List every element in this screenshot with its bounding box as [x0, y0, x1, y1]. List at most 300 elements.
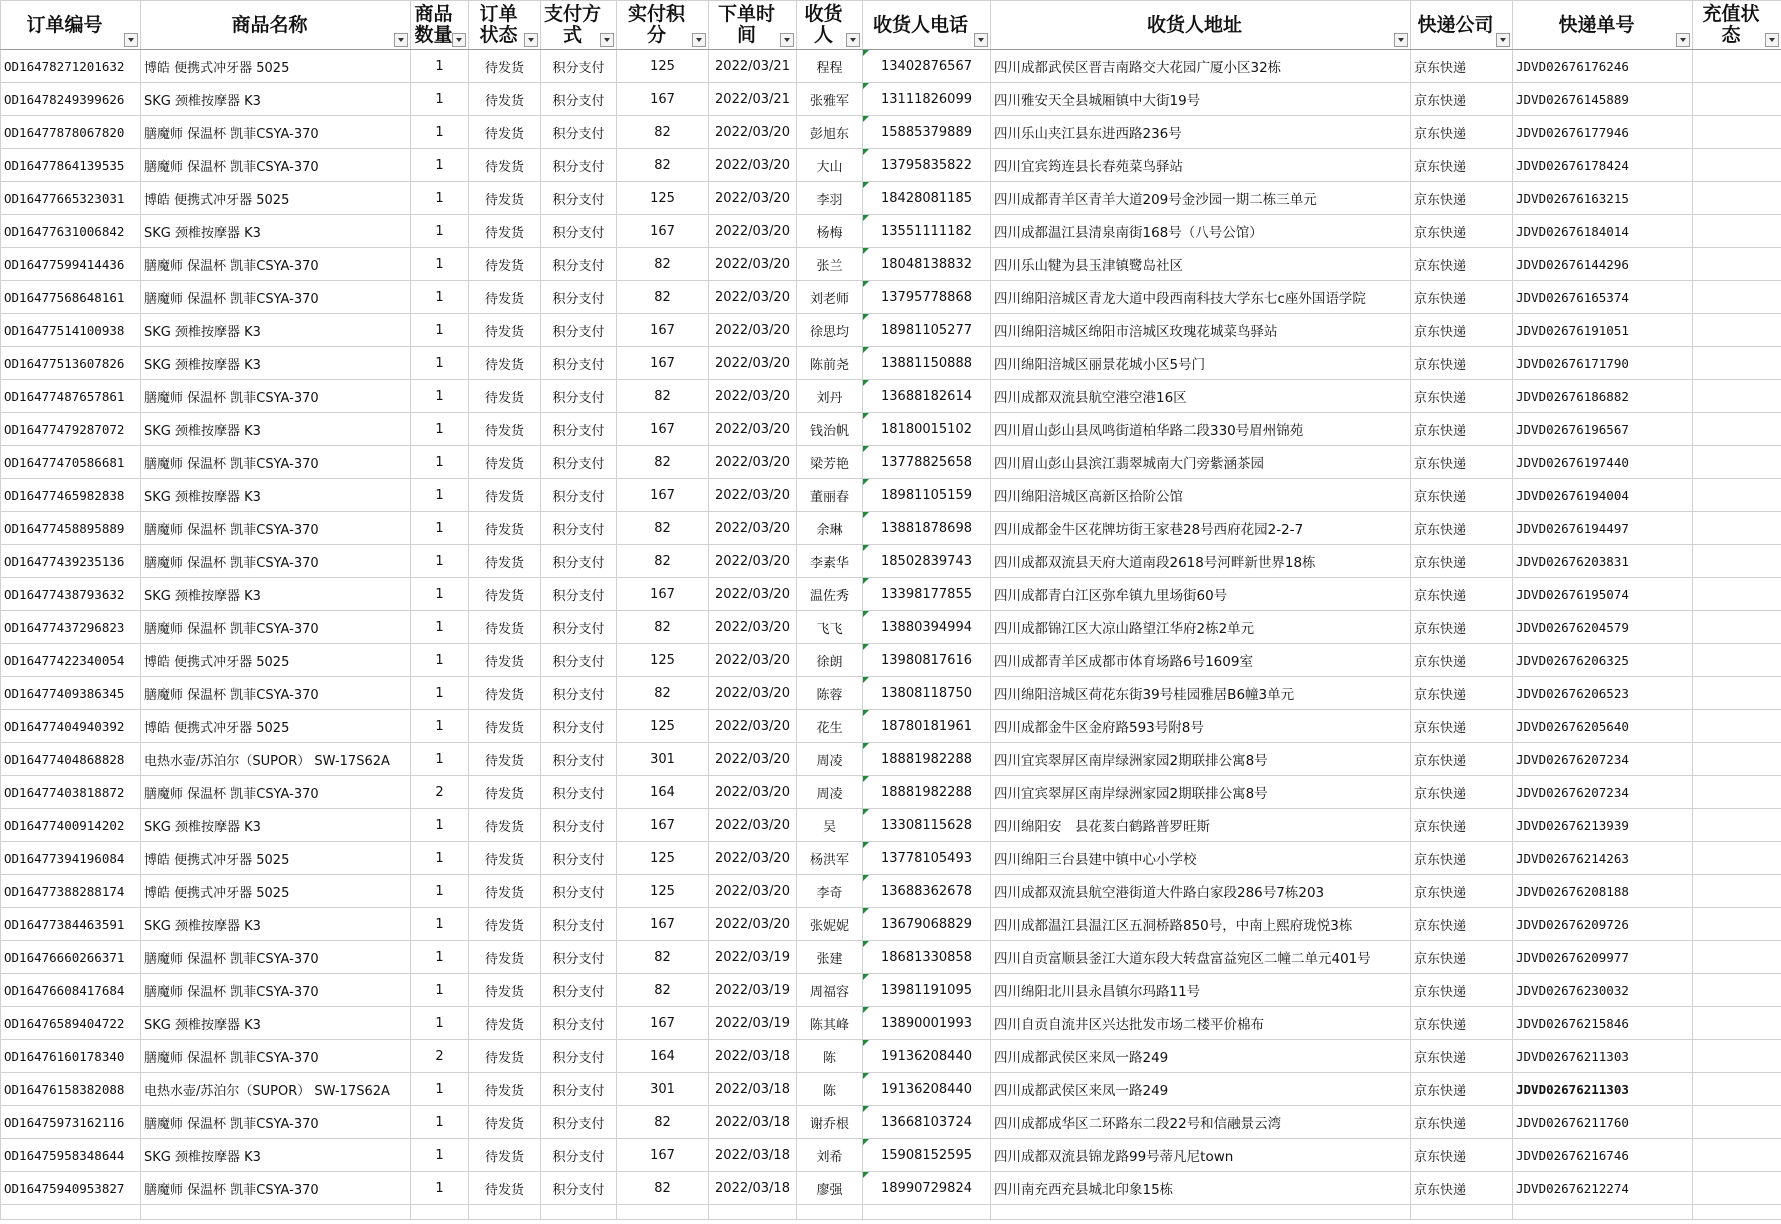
table-cell[interactable]: 彭旭东 [797, 116, 863, 149]
table-cell[interactable]: 2022/03/18 [709, 1106, 797, 1139]
table-cell[interactable]: 13881878698 [863, 512, 991, 545]
table-cell[interactable]: 1 [411, 611, 469, 644]
table-cell[interactable]: 四川雅安天全县城厢镇中大街19号 [991, 83, 1411, 116]
column-header[interactable] [617, 1, 709, 50]
table-cell[interactable]: 膳魔师 保温杯 凯菲CSYA-370 [141, 380, 411, 413]
table-cell[interactable]: 李素华 [797, 545, 863, 578]
table-cell[interactable]: OD16478271201632 [1, 50, 141, 83]
column-header[interactable] [1411, 1, 1513, 50]
table-cell[interactable]: 四川成都双流县锦龙路99号蒂凡尼town [991, 1139, 1411, 1172]
table-cell[interactable]: 1 [411, 1172, 469, 1205]
table-cell[interactable]: JDVD02676230032 [1513, 974, 1693, 1007]
table-cell[interactable]: 1 [411, 842, 469, 875]
table-cell[interactable]: 待发货 [469, 215, 541, 248]
table-cell[interactable]: 积分支付 [541, 875, 617, 908]
table-cell[interactable]: 待发货 [469, 644, 541, 677]
table-cell[interactable]: 陈 [797, 1040, 863, 1073]
table-cell[interactable]: 13981191095 [863, 974, 991, 1007]
table-cell[interactable]: 积分支付 [541, 644, 617, 677]
table-cell[interactable] [1693, 380, 1781, 413]
filter-dropdown-icon[interactable] [1496, 33, 1510, 47]
table-cell[interactable]: 京东快递 [1411, 1139, 1513, 1172]
table-cell[interactable]: 待发货 [469, 1040, 541, 1073]
table-cell[interactable]: 13688362678 [863, 875, 991, 908]
table-cell[interactable]: JDVD02676184014 [1513, 215, 1693, 248]
table-cell[interactable]: 四川绵阳安 县花荄白鹤路普罗旺斯 [991, 809, 1411, 842]
table-cell[interactable]: 四川成都武侯区晋吉南路交大花园广厦小区32栋 [991, 50, 1411, 83]
filter-dropdown-icon[interactable] [692, 33, 706, 47]
table-cell[interactable] [1693, 974, 1781, 1007]
table-cell[interactable]: 京东快递 [1411, 512, 1513, 545]
table-cell[interactable]: OD16477403818872 [1, 776, 141, 809]
table-cell[interactable]: 膳魔师 保温杯 凯菲CSYA-370 [141, 776, 411, 809]
table-cell[interactable]: SKG 颈椎按摩器 K3 [141, 578, 411, 611]
table-cell[interactable]: 2022/03/20 [709, 380, 797, 413]
table-cell[interactable]: SKG 颈椎按摩器 K3 [141, 83, 411, 116]
table-cell[interactable]: 1 [411, 1106, 469, 1139]
table-cell[interactable]: 膳魔师 保温杯 凯菲CSYA-370 [141, 248, 411, 281]
table-cell[interactable] [1693, 611, 1781, 644]
table-cell[interactable]: 13890001993 [863, 1007, 991, 1040]
table-cell[interactable]: OD16475973162116 [1, 1106, 141, 1139]
table-cell[interactable]: JDVD02676191051 [1513, 314, 1693, 347]
filter-dropdown-icon[interactable] [524, 33, 538, 47]
table-cell[interactable]: 积分支付 [541, 182, 617, 215]
table-cell[interactable]: 13398177855 [863, 578, 991, 611]
table-cell[interactable] [1693, 83, 1781, 116]
table-cell[interactable]: JDVD02676211303 [1513, 1040, 1693, 1073]
table-cell[interactable]: 125 [617, 875, 709, 908]
filter-dropdown-icon[interactable] [1676, 33, 1690, 47]
table-cell[interactable]: 167 [617, 215, 709, 248]
table-cell[interactable]: OD16477864139535 [1, 149, 141, 182]
table-cell[interactable]: JDVD02676211760 [1513, 1106, 1693, 1139]
table-cell[interactable]: 82 [617, 941, 709, 974]
table-cell[interactable]: 13808118750 [863, 677, 991, 710]
table-cell[interactable]: 四川成都青羊区青羊大道209号金沙园一期二栋三单元 [991, 182, 1411, 215]
table-cell[interactable]: 13795835822 [863, 149, 991, 182]
table-cell[interactable]: 李羽 [797, 182, 863, 215]
table-cell[interactable]: 周凌 [797, 743, 863, 776]
table-cell[interactable]: 2022/03/20 [709, 347, 797, 380]
table-cell[interactable]: 积分支付 [541, 281, 617, 314]
column-header[interactable] [863, 1, 991, 50]
table-cell[interactable]: 2022/03/20 [709, 611, 797, 644]
table-cell[interactable]: 167 [617, 1139, 709, 1172]
table-cell[interactable]: 2022/03/19 [709, 974, 797, 1007]
table-cell[interactable]: 167 [617, 83, 709, 116]
table-cell[interactable]: 积分支付 [541, 1007, 617, 1040]
table-cell[interactable]: JDVD02676206523 [1513, 677, 1693, 710]
table-cell[interactable]: 13402876567 [863, 50, 991, 83]
table-cell[interactable]: 谢乔根 [797, 1106, 863, 1139]
table-cell[interactable]: JDVD02676215846 [1513, 1007, 1693, 1040]
table-cell[interactable]: JDVD02676196567 [1513, 413, 1693, 446]
table-cell[interactable]: 待发货 [469, 578, 541, 611]
table-cell[interactable]: JDVD02676186882 [1513, 380, 1693, 413]
table-cell[interactable]: 13668103724 [863, 1106, 991, 1139]
table-cell[interactable]: 京东快递 [1411, 446, 1513, 479]
table-cell[interactable]: 19136208440 [863, 1073, 991, 1106]
table-cell[interactable]: 1 [411, 182, 469, 215]
table-cell[interactable]: JDVD02676178424 [1513, 149, 1693, 182]
table-cell[interactable]: SKG 颈椎按摩器 K3 [141, 1139, 411, 1172]
table-cell[interactable]: 四川成都金牛区金府路593号附8号 [991, 710, 1411, 743]
table-cell[interactable]: 18502839743 [863, 545, 991, 578]
table-cell[interactable] [1693, 413, 1781, 446]
table-cell[interactable]: 167 [617, 479, 709, 512]
table-cell[interactable]: 待发货 [469, 314, 541, 347]
table-cell[interactable]: 167 [617, 413, 709, 446]
table-cell[interactable]: JDVD02676205640 [1513, 710, 1693, 743]
table-cell[interactable]: 京东快递 [1411, 710, 1513, 743]
table-cell[interactable]: 京东快递 [1411, 809, 1513, 842]
column-header[interactable] [1693, 1, 1781, 50]
table-cell[interactable]: 博皓 便携式冲牙器 5025 [141, 644, 411, 677]
table-cell[interactable] [1693, 149, 1781, 182]
table-cell[interactable] [1693, 314, 1781, 347]
table-cell[interactable]: SKG 颈椎按摩器 K3 [141, 1007, 411, 1040]
table-cell[interactable]: 164 [617, 776, 709, 809]
table-cell[interactable]: OD16477458895889 [1, 512, 141, 545]
table-cell[interactable]: 京东快递 [1411, 677, 1513, 710]
table-cell[interactable]: OD16477404940392 [1, 710, 141, 743]
table-cell[interactable]: 82 [617, 611, 709, 644]
table-cell[interactable]: 125 [617, 182, 709, 215]
table-cell[interactable]: JDVD02676177946 [1513, 116, 1693, 149]
table-cell[interactable]: 陈前尧 [797, 347, 863, 380]
table-cell[interactable]: 2022/03/18 [709, 1040, 797, 1073]
table-cell[interactable]: 待发货 [469, 875, 541, 908]
table-cell[interactable]: 四川自贡富顺县釜江大道东段大转盘富益宛区二幢二单元401号 [991, 941, 1411, 974]
table-cell[interactable]: 四川绵阳涪城区青龙大道中段西南科技大学东七c座外国语学院 [991, 281, 1411, 314]
table-cell[interactable]: 待发货 [469, 116, 541, 149]
table-cell[interactable]: 待发货 [469, 1106, 541, 1139]
table-cell[interactable] [1693, 842, 1781, 875]
table-cell[interactable]: OD16477568648161 [1, 281, 141, 314]
table-cell[interactable]: OD16477437296823 [1, 611, 141, 644]
table-cell[interactable] [1693, 1205, 1781, 1220]
table-cell[interactable]: 京东快递 [1411, 248, 1513, 281]
table-cell[interactable]: SKG 颈椎按摩器 K3 [141, 347, 411, 380]
table-cell[interactable] [1693, 644, 1781, 677]
table-cell[interactable]: 膳魔师 保温杯 凯菲CSYA-370 [141, 1172, 411, 1205]
table-cell[interactable]: OD16477438793632 [1, 578, 141, 611]
table-cell[interactable]: JDVD02676144296 [1513, 248, 1693, 281]
table-cell[interactable]: 2022/03/20 [709, 776, 797, 809]
table-cell[interactable]: 京东快递 [1411, 941, 1513, 974]
table-cell[interactable]: 2022/03/20 [709, 248, 797, 281]
table-cell[interactable]: 积分支付 [541, 1040, 617, 1073]
table-cell[interactable]: 陈其峰 [797, 1007, 863, 1040]
table-cell[interactable]: 积分支付 [541, 413, 617, 446]
table-cell[interactable]: 167 [617, 809, 709, 842]
table-cell[interactable]: 膳魔师 保温杯 凯菲CSYA-370 [141, 974, 411, 1007]
table-cell[interactable]: 刘希 [797, 1139, 863, 1172]
table-cell[interactable] [1693, 809, 1781, 842]
table-cell[interactable]: 积分支付 [541, 710, 617, 743]
table-cell[interactable]: 四川成都武侯区来凤一路249 [991, 1073, 1411, 1106]
table-cell[interactable]: JDVD02676211303 [1513, 1073, 1693, 1106]
table-cell[interactable]: 82 [617, 248, 709, 281]
table-cell[interactable]: 积分支付 [541, 314, 617, 347]
table-cell[interactable]: 待发货 [469, 941, 541, 974]
table-cell[interactable]: 京东快递 [1411, 776, 1513, 809]
table-cell[interactable]: 2022/03/19 [709, 941, 797, 974]
table-cell[interactable]: 京东快递 [1411, 545, 1513, 578]
table-cell[interactable]: 积分支付 [541, 512, 617, 545]
table-cell[interactable]: 1 [411, 1139, 469, 1172]
table-cell[interactable]: 13795778868 [863, 281, 991, 314]
table-cell[interactable]: 2022/03/19 [709, 1007, 797, 1040]
table-cell[interactable]: 1 [411, 314, 469, 347]
table-cell[interactable]: 廖强 [797, 1172, 863, 1205]
table-cell[interactable] [1693, 446, 1781, 479]
table-cell[interactable]: 待发货 [469, 809, 541, 842]
table-cell[interactable]: JDVD02676197440 [1513, 446, 1693, 479]
table-cell[interactable] [541, 1205, 617, 1220]
table-cell[interactable]: 待发货 [469, 512, 541, 545]
table-cell[interactable] [1693, 743, 1781, 776]
table-cell[interactable]: 膳魔师 保温杯 凯菲CSYA-370 [141, 1106, 411, 1139]
table-cell[interactable]: 待发货 [469, 974, 541, 1007]
table-cell[interactable]: 博皓 便携式冲牙器 5025 [141, 842, 411, 875]
table-cell[interactable] [1693, 1106, 1781, 1139]
table-cell[interactable]: 1 [411, 710, 469, 743]
table-cell[interactable]: 2022/03/20 [709, 149, 797, 182]
column-header[interactable] [1, 1, 141, 50]
table-cell[interactable]: 电热水壶/苏泊尔（SUPOR） SW-17S62A [141, 1073, 411, 1106]
table-cell[interactable]: OD16477631006842 [1, 215, 141, 248]
table-cell[interactable]: 京东快递 [1411, 116, 1513, 149]
filter-dropdown-icon[interactable] [452, 33, 466, 47]
table-cell[interactable]: 积分支付 [541, 1139, 617, 1172]
table-cell[interactable]: 13778105493 [863, 842, 991, 875]
table-cell[interactable]: 膳魔师 保温杯 凯菲CSYA-370 [141, 149, 411, 182]
table-cell[interactable]: 167 [617, 578, 709, 611]
table-cell[interactable] [1693, 677, 1781, 710]
table-cell[interactable]: 18881982288 [863, 743, 991, 776]
table-cell[interactable]: 四川成都双流县航空港空港16区 [991, 380, 1411, 413]
table-cell[interactable]: 待发货 [469, 545, 541, 578]
table-cell[interactable]: 京东快递 [1411, 1040, 1513, 1073]
table-cell[interactable]: JDVD02676213939 [1513, 809, 1693, 842]
table-cell[interactable]: 张兰 [797, 248, 863, 281]
table-cell[interactable]: JDVD02676194497 [1513, 512, 1693, 545]
table-cell[interactable]: 张雅军 [797, 83, 863, 116]
table-cell[interactable]: 周福容 [797, 974, 863, 1007]
table-cell[interactable]: 膳魔师 保温杯 凯菲CSYA-370 [141, 677, 411, 710]
table-cell[interactable]: 京东快递 [1411, 611, 1513, 644]
table-cell[interactable]: 积分支付 [541, 677, 617, 710]
table-cell[interactable]: 积分支付 [541, 809, 617, 842]
column-header[interactable] [991, 1, 1411, 50]
column-header[interactable] [141, 1, 411, 50]
table-cell[interactable]: 积分支付 [541, 545, 617, 578]
table-cell[interactable]: 2022/03/20 [709, 446, 797, 479]
table-cell[interactable]: 四川成都锦江区大凉山路望江华府2栋2单元 [991, 611, 1411, 644]
table-cell[interactable]: 程程 [797, 50, 863, 83]
table-cell[interactable]: 四川宜宾翠屏区南岸绿洲家园2期联排公寓8号 [991, 743, 1411, 776]
table-cell[interactable] [1693, 512, 1781, 545]
table-cell[interactable]: JDVD02676216746 [1513, 1139, 1693, 1172]
table-cell[interactable]: OD16476158382088 [1, 1073, 141, 1106]
table-cell[interactable]: 待发货 [469, 842, 541, 875]
table-cell[interactable]: 待发货 [469, 446, 541, 479]
table-cell[interactable] [1693, 347, 1781, 380]
table-cell[interactable] [1693, 776, 1781, 809]
table-cell[interactable]: 待发货 [469, 611, 541, 644]
filter-dropdown-icon[interactable] [1394, 33, 1408, 47]
table-cell[interactable]: 花生 [797, 710, 863, 743]
table-cell[interactable]: 博皓 便携式冲牙器 5025 [141, 50, 411, 83]
table-cell[interactable]: 待发货 [469, 908, 541, 941]
table-cell[interactable]: 待发货 [469, 1073, 541, 1106]
table-cell[interactable]: 82 [617, 677, 709, 710]
table-cell[interactable]: 18180015102 [863, 413, 991, 446]
table-cell[interactable]: OD16476608417684 [1, 974, 141, 1007]
table-cell[interactable]: 1 [411, 809, 469, 842]
table-cell[interactable] [1513, 1205, 1693, 1220]
table-cell[interactable]: 积分支付 [541, 116, 617, 149]
table-cell[interactable]: OD16477487657861 [1, 380, 141, 413]
table-cell[interactable]: 125 [617, 842, 709, 875]
table-cell[interactable]: 四川绵阳三台县建中镇中心小学校 [991, 842, 1411, 875]
table-cell[interactable]: 1 [411, 545, 469, 578]
table-cell[interactable]: 四川绵阳涪城区丽景花城小区5号门 [991, 347, 1411, 380]
table-cell[interactable]: 2 [411, 1040, 469, 1073]
table-cell[interactable]: JDVD02676204579 [1513, 611, 1693, 644]
table-cell[interactable]: 2022/03/20 [709, 413, 797, 446]
table-cell[interactable]: 13308115628 [863, 809, 991, 842]
table-cell[interactable]: 待发货 [469, 380, 541, 413]
table-cell[interactable]: 1 [411, 677, 469, 710]
table-cell[interactable]: OD16477394196084 [1, 842, 141, 875]
table-cell[interactable]: 2022/03/20 [709, 677, 797, 710]
table-cell[interactable] [1693, 182, 1781, 215]
table-cell[interactable]: 1 [411, 248, 469, 281]
table-cell[interactable]: 京东快递 [1411, 380, 1513, 413]
table-cell[interactable]: SKG 颈椎按摩器 K3 [141, 314, 411, 347]
table-cell[interactable]: 167 [617, 1007, 709, 1040]
table-cell[interactable]: OD16477479287072 [1, 413, 141, 446]
table-cell[interactable]: 待发货 [469, 248, 541, 281]
table-cell[interactable]: 积分支付 [541, 50, 617, 83]
table-cell[interactable]: 167 [617, 908, 709, 941]
table-cell[interactable]: 1 [411, 1007, 469, 1040]
table-cell[interactable]: 2022/03/18 [709, 1073, 797, 1106]
table-cell[interactable]: 1 [411, 446, 469, 479]
table-cell[interactable]: 13778825658 [863, 446, 991, 479]
table-cell[interactable] [1693, 941, 1781, 974]
table-cell[interactable]: 积分支付 [541, 974, 617, 1007]
table-cell[interactable]: 2022/03/20 [709, 479, 797, 512]
table-cell[interactable]: 京东快递 [1411, 578, 1513, 611]
table-cell[interactable]: JDVD02676171790 [1513, 347, 1693, 380]
table-cell[interactable]: 四川成都武侯区来凤一路249 [991, 1040, 1411, 1073]
table-cell[interactable]: 2022/03/20 [709, 644, 797, 677]
table-cell[interactable]: 待发货 [469, 479, 541, 512]
table-cell[interactable] [1411, 1205, 1513, 1220]
table-cell[interactable]: 博皓 便携式冲牙器 5025 [141, 875, 411, 908]
table-cell[interactable]: 徐朗 [797, 644, 863, 677]
table-cell[interactable]: OD16477665323031 [1, 182, 141, 215]
table-cell[interactable]: OD16477470586681 [1, 446, 141, 479]
table-cell[interactable]: 167 [617, 314, 709, 347]
table-cell[interactable]: 待发货 [469, 50, 541, 83]
table-cell[interactable]: 82 [617, 446, 709, 479]
table-cell[interactable]: OD16475958348644 [1, 1139, 141, 1172]
table-cell[interactable]: 2022/03/20 [709, 512, 797, 545]
table-cell[interactable]: OD16477404868828 [1, 743, 141, 776]
table-cell[interactable]: 2022/03/20 [709, 908, 797, 941]
table-cell[interactable]: 飞飞 [797, 611, 863, 644]
table-cell[interactable]: 待发货 [469, 743, 541, 776]
table-cell[interactable]: OD16476589404722 [1, 1007, 141, 1040]
table-cell[interactable] [1693, 479, 1781, 512]
table-cell[interactable]: 京东快递 [1411, 1172, 1513, 1205]
table-cell[interactable]: 125 [617, 710, 709, 743]
table-cell[interactable]: 四川绵阳北川县永昌镇尔玛路11号 [991, 974, 1411, 1007]
table-cell[interactable]: 待发货 [469, 710, 541, 743]
table-cell[interactable]: 18048138832 [863, 248, 991, 281]
table-cell[interactable]: 周凌 [797, 776, 863, 809]
table-cell[interactable]: 2022/03/20 [709, 182, 797, 215]
table-cell[interactable]: JDVD02676209726 [1513, 908, 1693, 941]
table-cell[interactable]: 待发货 [469, 83, 541, 116]
table-cell[interactable]: 1 [411, 578, 469, 611]
table-cell[interactable]: 125 [617, 644, 709, 677]
table-cell[interactable]: OD16477384463591 [1, 908, 141, 941]
table-cell[interactable]: 四川成都双流县天府大道南段2618号河畔新世界18栋 [991, 545, 1411, 578]
table-cell[interactable]: 82 [617, 512, 709, 545]
table-cell[interactable]: 1 [411, 974, 469, 1007]
table-cell[interactable]: OD16478249399626 [1, 83, 141, 116]
table-cell[interactable]: JDVD02676163215 [1513, 182, 1693, 215]
table-cell[interactable]: 四川眉山彭山县凤鸣街道柏华路二段330号眉州锦苑 [991, 413, 1411, 446]
table-cell[interactable]: 164 [617, 1040, 709, 1073]
table-cell[interactable]: 13679068829 [863, 908, 991, 941]
table-cell[interactable]: 四川成都青羊区成都市体育场路6号1609室 [991, 644, 1411, 677]
table-cell[interactable]: 膳魔师 保温杯 凯菲CSYA-370 [141, 941, 411, 974]
table-cell[interactable]: 待发货 [469, 281, 541, 314]
table-cell[interactable]: SKG 颈椎按摩器 K3 [141, 413, 411, 446]
table-cell[interactable]: 待发货 [469, 1139, 541, 1172]
table-cell[interactable] [141, 1205, 411, 1220]
table-cell[interactable]: 82 [617, 281, 709, 314]
table-cell[interactable]: 82 [617, 1172, 709, 1205]
table-cell[interactable]: 13688182614 [863, 380, 991, 413]
table-cell[interactable]: 2022/03/20 [709, 281, 797, 314]
column-header[interactable] [709, 1, 797, 50]
table-cell[interactable]: 2022/03/18 [709, 1172, 797, 1205]
table-cell[interactable]: 博皓 便携式冲牙器 5025 [141, 710, 411, 743]
table-cell[interactable]: 13551111182 [863, 215, 991, 248]
table-cell[interactable]: 四川成都成华区二环路东二段22号和信融景云湾 [991, 1106, 1411, 1139]
table-cell[interactable]: 82 [617, 116, 709, 149]
table-cell[interactable]: 15908152595 [863, 1139, 991, 1172]
table-cell[interactable]: 2022/03/20 [709, 842, 797, 875]
table-cell[interactable]: 四川宜宾翠屏区南岸绿洲家园2期联排公寓8号 [991, 776, 1411, 809]
table-cell[interactable]: 2022/03/20 [709, 809, 797, 842]
table-cell[interactable]: 四川成都青白江区弥牟镇九里场街60号 [991, 578, 1411, 611]
table-cell[interactable]: 待发货 [469, 1172, 541, 1205]
table-cell[interactable]: 膳魔师 保温杯 凯菲CSYA-370 [141, 446, 411, 479]
column-header[interactable] [411, 1, 469, 50]
table-cell[interactable]: 1 [411, 380, 469, 413]
table-cell[interactable]: 京东快递 [1411, 842, 1513, 875]
table-cell[interactable] [1693, 215, 1781, 248]
